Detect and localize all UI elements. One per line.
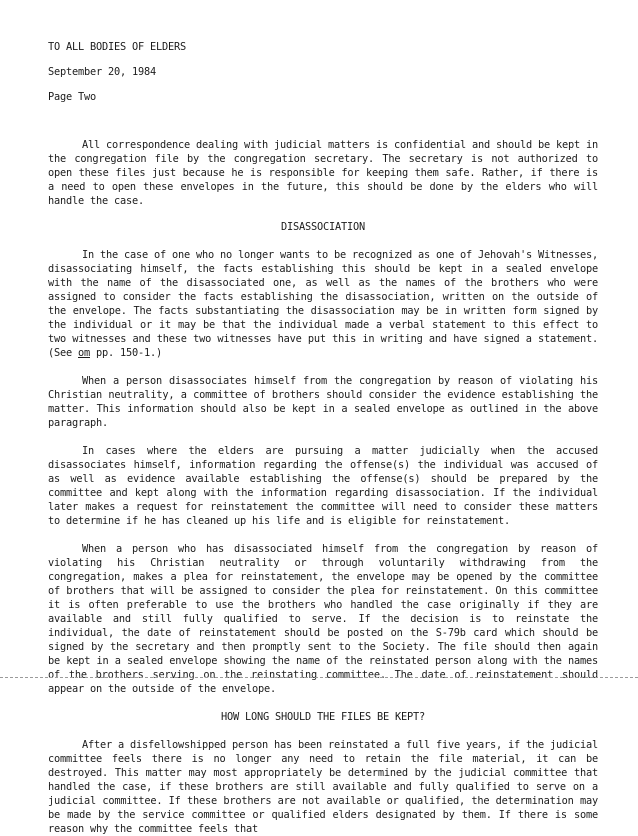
paragraph-reinstatement: When a person who has disassociated himself from the congregation by reason of violating his Christian neutrality or through voluntarily withdrawing from the congregation, makes a plea for reinstatement, the envelope may be opened by the committee of brothers that will be assigned to consider the plea for reinstatement. On this committee it is often preferable to use the brothers who handled the case originally if they are available and still fully qualified to serve. If the decision is to reinstate the individual, the date of reinstatement should be posted on the S-79b card which should be signed by the secretary and then promptly sent to the Society. The file should then again be kept in a sealed envelope showing the name of the reinstated person along with the names of the brothers serving on the reinstating committee. The date of reinstatement should appear on the outside of the envelope. [48,543,598,695]
paragraph-confidentiality: All correspondence dealing with judicial matters is confidential and should be kept in the congregation file by the congregation secretary. The secretary is not authorized to open these files just because he is responsible for keeping them safe. Rather, if there is a need to open these envelopes in the future, this should be done by the elders who will handle the case. [48,139,598,207]
page-number-line: Page Two [48,91,96,103]
date-line: September 20, 1984 [48,66,156,78]
scan-artifact-line [0,677,638,678]
paragraph-pending-judicial: In cases where the elders are pursuing a matter judicially when the accused disassociates himself, information regarding the offense(s) the individual was accused of as well as evidence available establishing the offense(s) should be prepared by the committee and kept along with the information regarding disassociation. If the individual later makes a request for reinstatement the committee will need to consider these matters to determine if he has cleaned up his life and is eligible for reinstatement. [48,445,598,527]
om-reference: om [78,347,90,359]
paragraph-file-retention: After a disfellowshipped person has been reinstated a full five years, if the judicial committee feels there is no longer any need to retain the file material, it can be destroyed. This matter may most appropriately be determined by the judicial committee that handled the case, if these brothers are still available and fully qualified to serve on a judicial committee. If these brothers are not available or qualified, the determination may be made by the service committee or qualified elders designated by them. If there is some reason why the committee feels that [48,739,598,835]
p2-text-before: In the case of one who no longer wants to be recognized as one of Jehovah's Witnesses, disassociating himself, the facts establishing this should be kept in a sealed envelope with the name of the disassociated one, as well as the names of the brothers who were assigned to consider the facts establishing the disassociation, written on the outside of the envelope. The facts substantiating the disassociation may be in written form signed by the individual or it may be that the individual made a verbal statement to this effect to two witnesses and these two witnesses have put this in writing and have signed a statement. (See [48,249,598,359]
paragraph-disassociation-facts [48,248,598,360]
heading-file-retention: HOW LONG SHOULD THE FILES BE KEPT? [221,711,425,723]
p2-text-after: pp. 150-1.) [90,347,162,359]
addressee-line: TO ALL BODIES OF ELDERS [48,41,186,53]
heading-disassociation: DISASSOCIATION [281,221,365,233]
paragraph-neutrality: When a person disassociates himself from the congregation by reason of violating his Christian neutrality, a committee of brothers should consider the evidence establishing the matter. This information should also be kept in a sealed envelope as outlined in the above paragraph. [48,375,598,429]
